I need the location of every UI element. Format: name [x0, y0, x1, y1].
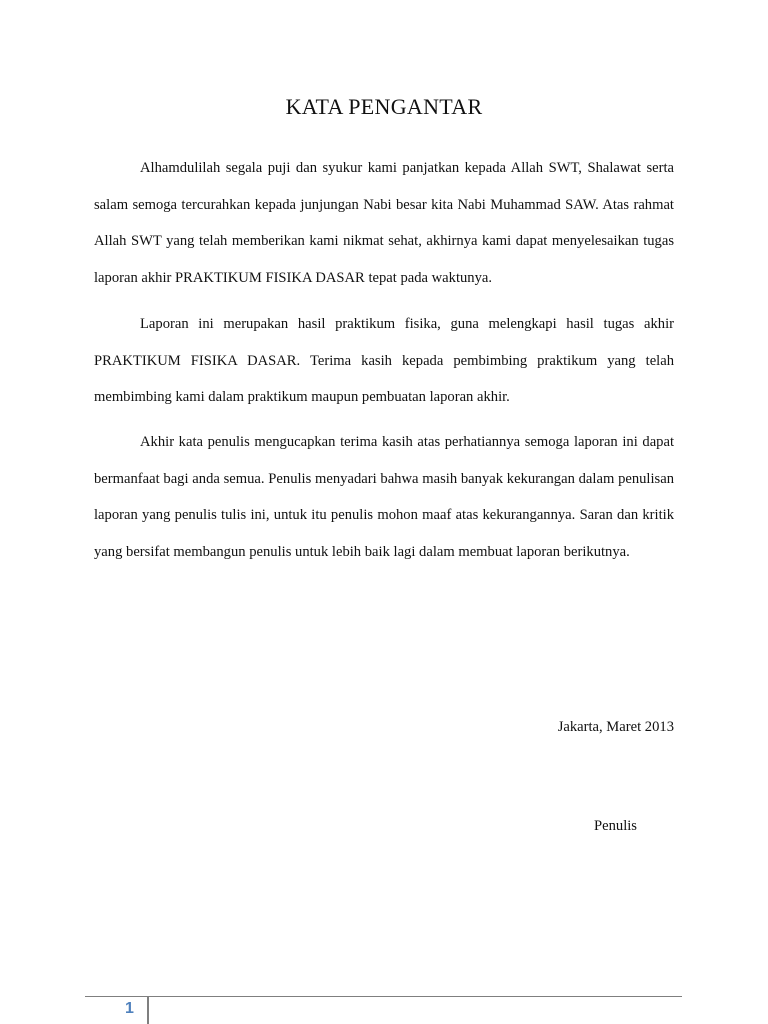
- footer-separator: [147, 996, 149, 1024]
- paragraph-3-text: Akhir kata penulis mengucapkan terima kasih atas perhatiannya semoga laporan ini dapat bermanfaat bagi anda semua. Penulis menyadari bahwa masih banyak kekurangan dalam penulisan laporan yang penulis tulis ini, untuk itu penulis mohon maaf atas kekurangannya. Saran dan kritik yang bersifat membangun penulis untuk lebih baik lagi dalam membuat laporan berikutnya.: [94, 434, 674, 560]
- page-title: KATA PENGANTAR: [285, 94, 483, 119]
- paragraph-1-text: Alhamdulilah segala puji dan syukur kami panjatkan kepada Allah SWT, Shalawat serta salam semoga tercurahkan kepada junjungan Nabi besar kita Nabi Muhammad SAW. Atas rahmat Allah SWT yang telah memberikan kami nikmat sehat, akhirnya kami dapat menyelesaikan tugas laporan akhir PRAKTIKUM FISIKA DASAR tepat pada waktunya.: [94, 160, 674, 286]
- paragraph-1: [94, 150, 674, 296]
- paragraph-2: [94, 306, 674, 416]
- place-date: Jakarta, Maret 2013: [557, 719, 674, 735]
- author-signature: Penulis: [594, 818, 637, 834]
- page-number: 1: [125, 1000, 134, 1017]
- paragraph-3: [94, 424, 674, 570]
- paragraph-2-text: Laporan ini merupakan hasil praktikum fisika, guna melengkapi hasil tugas akhir PRAKTIKUM FISIKA DASAR. Terima kasih kepada pembimbing praktikum yang telah membimbing kami dalam praktikum maupun pembuatan laporan akhir.: [94, 316, 674, 405]
- footer-rule: [85, 996, 682, 997]
